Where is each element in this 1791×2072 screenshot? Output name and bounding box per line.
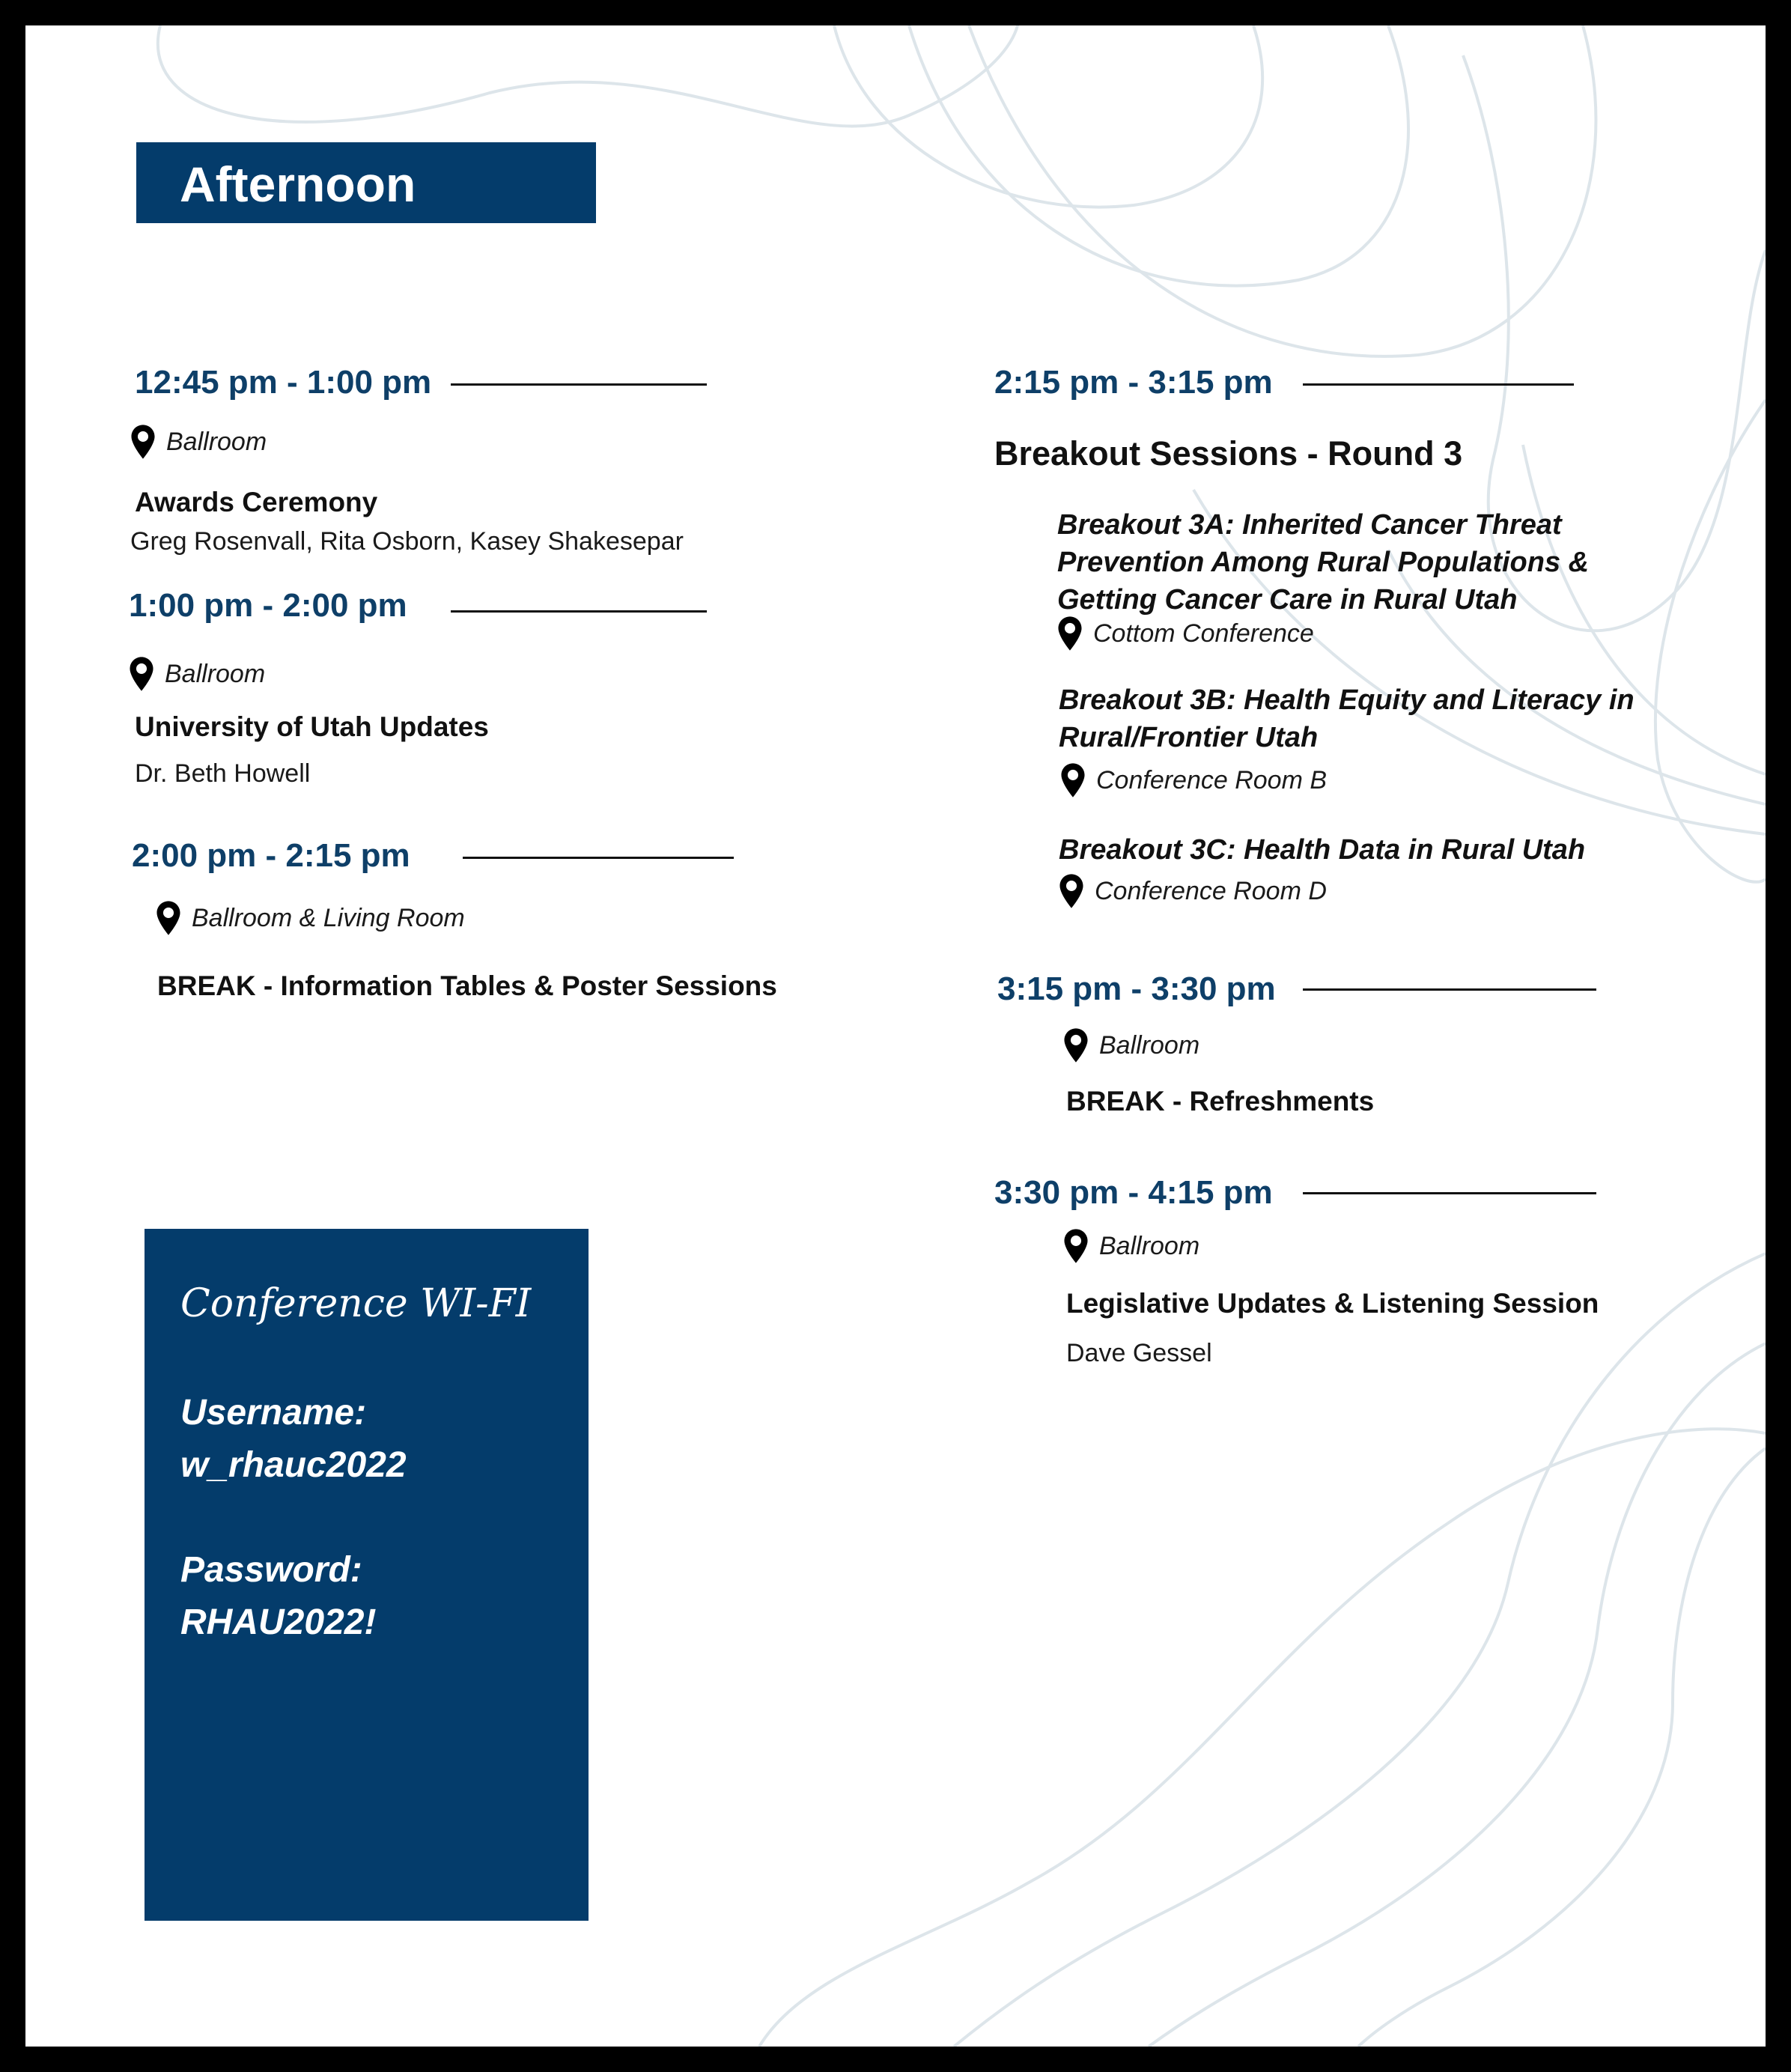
session-title: Legislative Updates & Listening Session <box>1066 1288 1599 1319</box>
schedule-page <box>25 25 1766 2047</box>
location-pin-icon <box>129 656 154 692</box>
breakout-title-line: Getting Cancer Care in Rural Utah <box>1057 584 1518 616</box>
session-speakers: Dr. Beth Howell <box>135 759 311 788</box>
session-time: 1:00 pm - 2:00 pm <box>129 587 407 624</box>
session-time: 12:45 pm - 1:00 pm <box>135 364 432 401</box>
divider-line <box>463 857 734 859</box>
location-pin-icon <box>1063 1027 1089 1063</box>
session-time: 3:30 pm - 4:15 pm <box>994 1174 1273 1211</box>
breakout-title-line: Rural/Frontier Utah <box>1059 722 1319 753</box>
session-location <box>1063 1027 1199 1063</box>
breakout-title-line: Prevention Among Rural Populations & <box>1057 547 1590 578</box>
location-label: Ballroom & Living Room <box>192 903 465 932</box>
header-banner <box>136 142 596 223</box>
breakout-title-line: Breakout 3B: Health Equity and Literacy in <box>1059 684 1635 716</box>
session-speakers: Greg Rosenvall, Rita Osborn, Kasey Shakesepar <box>130 527 684 556</box>
session-title: BREAK - Information Tables & Poster Sessions <box>157 970 777 1001</box>
location-pin-icon <box>1057 616 1083 651</box>
wifi-heading: Conference WI-FI <box>180 1281 532 1326</box>
divider-line <box>451 383 707 386</box>
location-pin-icon <box>1060 762 1086 798</box>
divider-line <box>1303 988 1596 991</box>
location-label: Conference Room D <box>1095 876 1327 905</box>
breakout-round-title: Breakout Sessions - Round 3 <box>994 434 1463 473</box>
breakout-title-line: Breakout 3C: Health Data in Rural Utah <box>1059 834 1586 866</box>
location-pin-icon <box>130 424 156 460</box>
divider-line <box>1303 1192 1596 1194</box>
session-title: Awards Ceremony <box>135 487 378 517</box>
divider-line <box>451 610 707 613</box>
location-label: Ballroom <box>165 659 266 688</box>
breakout-3a-title <box>1057 506 1589 619</box>
location-pin-icon <box>1059 873 1084 909</box>
session-speakers: Dave Gessel <box>1066 1339 1212 1367</box>
location-label: Cottom Conference <box>1093 619 1314 648</box>
breakout-3a-location <box>1057 616 1314 651</box>
session-location <box>130 424 267 460</box>
session-location <box>1063 1228 1199 1264</box>
breakout-3b-location <box>1060 762 1327 798</box>
wifi-password: RHAU2022! <box>180 1602 377 1642</box>
location-label: Ballroom <box>1099 1030 1200 1060</box>
session-title: University of Utah Updates <box>135 711 489 742</box>
wifi-password-label: Password: <box>180 1550 362 1590</box>
breakout-title-line: Breakout 3A: Inherited Cancer Threat <box>1057 509 1562 541</box>
wifi-info-box <box>145 1229 589 1921</box>
session-location <box>129 656 265 692</box>
location-label: Ballroom <box>1099 1231 1200 1260</box>
breakout-3c-location <box>1059 873 1327 909</box>
location-pin-icon <box>1063 1228 1089 1264</box>
location-label: Conference Room B <box>1096 765 1328 795</box>
session-title: BREAK - Refreshments <box>1066 1086 1375 1116</box>
wifi-username-label: Username: <box>180 1393 367 1433</box>
session-time: 3:15 pm - 3:30 pm <box>997 970 1276 1007</box>
session-time: 2:00 pm - 2:15 pm <box>132 837 410 874</box>
wifi-username: w_rhauc2022 <box>180 1445 407 1485</box>
page-title: Afternoon <box>180 157 416 212</box>
breakout-3b-title <box>1059 681 1635 756</box>
breakout-3c-title <box>1059 831 1585 869</box>
session-time: 2:15 pm - 3:15 pm <box>994 364 1273 401</box>
location-pin-icon <box>156 900 181 936</box>
divider-line <box>1303 383 1574 386</box>
location-label: Ballroom <box>166 427 267 456</box>
session-location <box>156 900 465 936</box>
